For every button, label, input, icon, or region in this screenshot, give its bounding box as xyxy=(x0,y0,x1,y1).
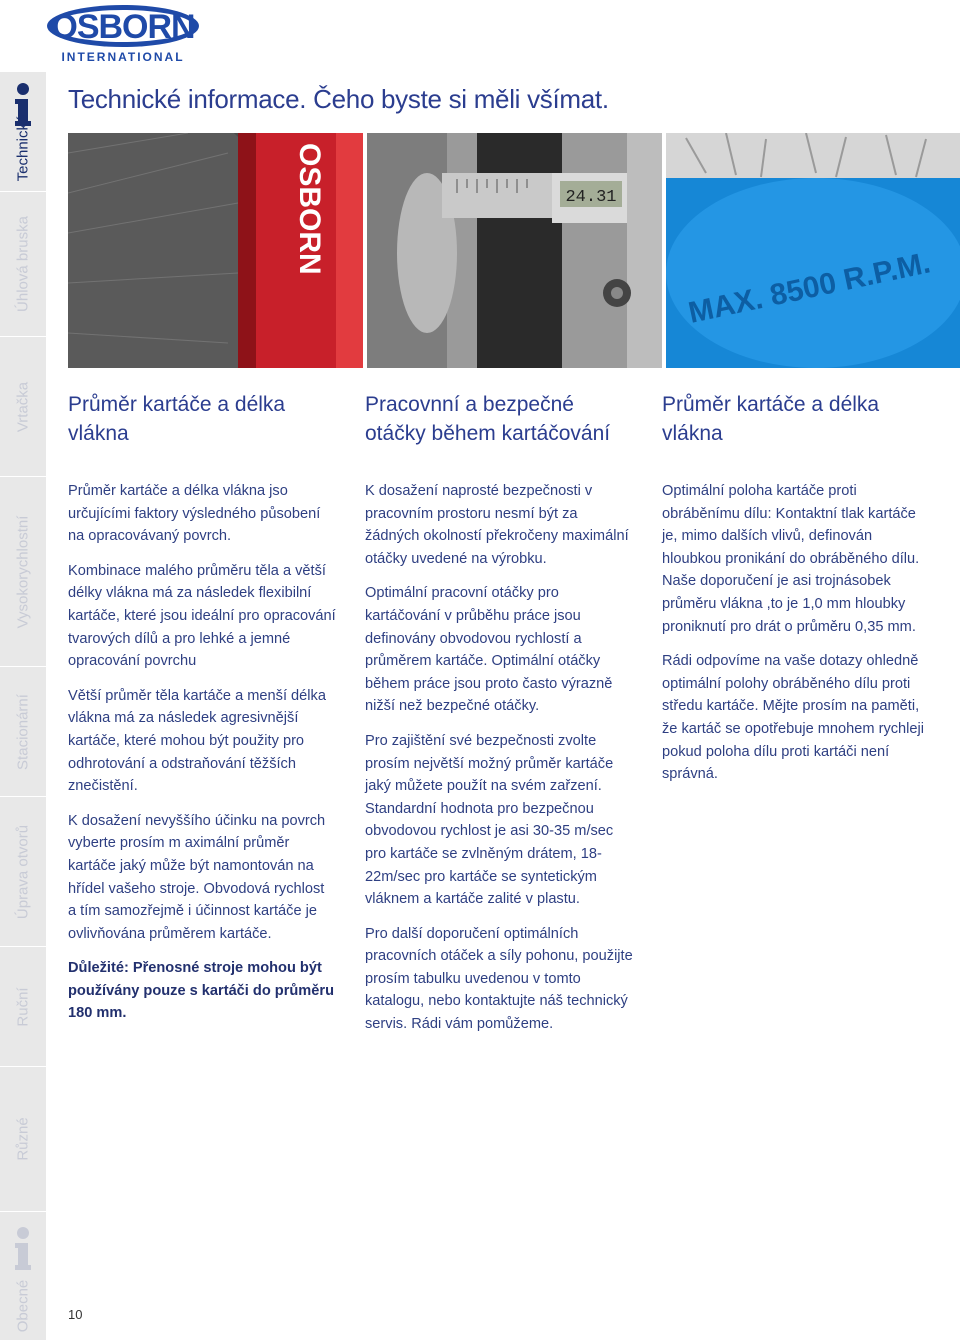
column-paragraph: Kombinace malého průměru těla a větší délky vlákna má za následek flexibilní kartáče, které jsou ideální pro opracování tvarových dílů a pro lehké a jemné opracování povrchu xyxy=(68,562,336,670)
caliper-reading-text: 24.31 xyxy=(565,188,617,207)
column-paragraph: Pro zajištění své bezpečnosti zvolte prosím největší možný průměr kartáče jaký můžete použít na svém zařzení. Standardní hodnota pro bezpečnou obvodovou rychlost je asi 30-35 m/sec pro kartáče se zvlněným drátem, 18-22m/sec pro kartáče se syntetickým vláknem a kartáče zalité v plastu. xyxy=(365,732,614,908)
column-paragraph: Průměr kartáče a délka vlákna jso určujícími faktory výsledného působení na opracovávaný povrch. xyxy=(68,483,321,545)
page-title: Technické informace. Čeho byste si měli všímat. xyxy=(68,84,609,114)
column-heading: Pracovnní a bezpečné otáčky během kartáčování xyxy=(365,393,611,445)
sidebar-tab-vrtacka[interactable] xyxy=(0,337,46,477)
column-brush-diameter xyxy=(68,390,336,1037)
sidebar-tab-label: Vrtačka xyxy=(14,381,32,432)
column-paragraph: Optimální poloha kartáče proti obráběnímu dílu: Kontaktní tlak kartáče je, mimo dalších vlivů, definován hloubkou pronikání do obráběného dílu. Naše doporučení je asi trojnásobek průměru vlákna ,to je 1,0 mm hloubky proniknutí pro drát o průměru 0,35 mm. xyxy=(662,483,920,635)
column-heading: Průměr kartáče a délka vlákna xyxy=(662,393,880,445)
sidebar-tab-label: Vysokorychlostní xyxy=(14,515,32,628)
column-working-speed xyxy=(365,390,633,1048)
sidebar-tab-label: Úhlová bruska xyxy=(14,216,32,312)
sidebar-tab-obecne[interactable] xyxy=(0,1212,46,1340)
important-note: Důležité: Přenosné stroje mohou být používány pouze s kartáči do průměru 180 mm. xyxy=(68,960,334,1022)
photo-caliper-measurement xyxy=(367,133,662,368)
logo-sub-text: INTERNATIONAL xyxy=(61,50,185,64)
info-icon xyxy=(10,1224,36,1274)
page-number: 10 xyxy=(68,1307,83,1322)
sidebar xyxy=(0,72,46,1340)
sidebar-tab-vysokorychlostni[interactable] xyxy=(0,477,46,667)
sidebar-tab-uprava-otvoru[interactable] xyxy=(0,797,46,947)
column-brush-position xyxy=(662,390,927,798)
osborn-logo xyxy=(45,4,205,64)
brush-brand-text: OSBORN xyxy=(293,143,326,275)
photo-wire-wheel-brush xyxy=(68,133,363,368)
sidebar-tab-technicke[interactable] xyxy=(0,72,46,192)
sidebar-tab-label: Úprava otvorů xyxy=(14,824,32,919)
photo-blue-cup-brush xyxy=(666,133,960,368)
sidebar-tab-label: Stacionární xyxy=(14,693,32,770)
sidebar-tab-rucni[interactable] xyxy=(0,947,46,1067)
column-paragraph: K dosažení naprosté bezpečnosti v pracovním prostoru nesmí být za žádných okolností překročeny maximální otáčky uvedené na výrobku. xyxy=(365,483,629,567)
column-heading: Průměr kartáče a délka vlákna xyxy=(68,393,286,445)
sidebar-tab-ruzne[interactable] xyxy=(0,1067,46,1212)
sidebar-tab-label: Technické xyxy=(14,114,32,182)
brush-rpm-text: MAX. 8500 R.P.M. xyxy=(685,246,934,330)
column-paragraph: Rádi odpovíme na vaše dotazy ohledně optimální polohy obráběného dílu proti středu kartáče. Mějte prosím na paměti, že kartáč se opotřebuje mnohem rychleji pokud poloha dílu proti kartáči není správná. xyxy=(662,653,925,783)
sidebar-tab-stacionarni[interactable] xyxy=(0,667,46,797)
sidebar-tab-label: Ruční xyxy=(14,986,32,1027)
logo-brand-text: OSBORN xyxy=(51,8,195,46)
column-paragraph: K dosažení nevyššího účinku na povrch vyberte prosím m aximální průměr kartáče jaký může být namontován na hřídel vašeho stroje. Obvodová rychlost a tím samozřejmě i účinnost kartáče je ovlivňována průměrem kartáče. xyxy=(68,812,326,942)
sidebar-tab-label: Různé xyxy=(14,1117,32,1161)
column-paragraph: Pro další doporučení optimálních pracovních otáček a síly pohonu, použijte prosím tabulku uvedenou v tomto katalogu, nebo kontaktujte náš technický servis. Rádi vám pomůžeme. xyxy=(365,925,633,1033)
column-paragraph: Větší průměr těla kartáče a menší délka vlákna má za následek agresivnější kartáče, které mohou být použity pro odhrotování a odstraňování těžších znečistění. xyxy=(68,687,326,795)
sidebar-tab-uhlova-bruska[interactable] xyxy=(0,192,46,337)
column-paragraph: Optimální pracovní otáčky pro kartáčování v průběhu práce jsou definovány obvodovou rychlostí a průměrem kartáče. Optimální otáčky během práce jsou proto často výrazně nižší než bezpečné otáčky. xyxy=(365,585,613,715)
sidebar-tab-label: Obecné xyxy=(14,1279,32,1333)
